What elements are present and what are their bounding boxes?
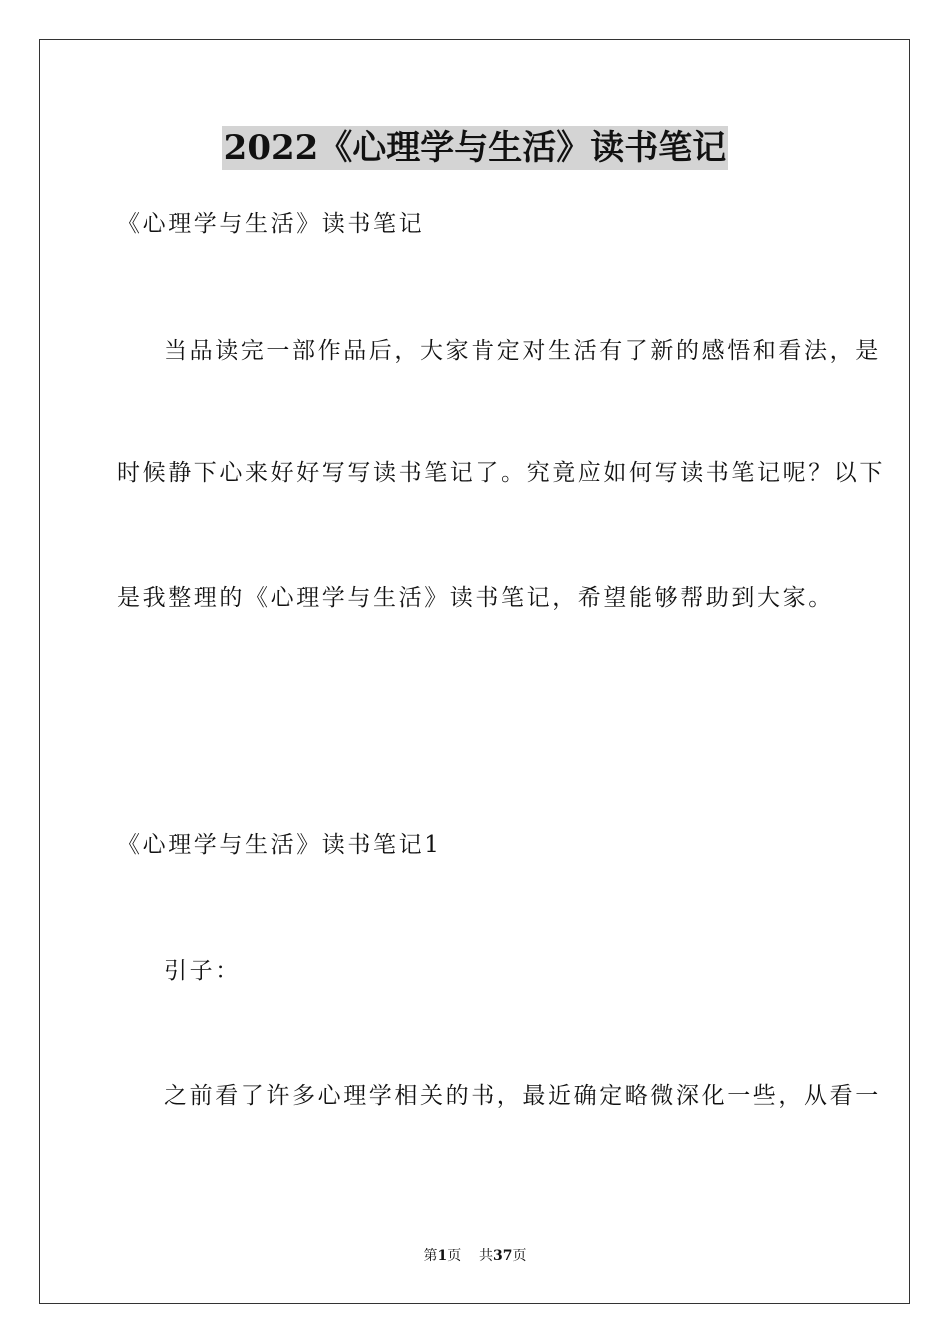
intro-line-3: 是我整理的《心理学与生活》读书笔记，希望能够帮助到大家。 bbox=[117, 585, 834, 611]
intro-line-2: 时候静下心来好好写写读书笔记了。究竟应如何写读书笔记呢？以下 bbox=[117, 460, 885, 486]
footer-page-mid: 页 共 bbox=[447, 1248, 494, 1264]
page-footer bbox=[0, 1246, 950, 1266]
section-first-line: 之前看了许多心理学相关的书，最近确定略微深化一些，从看一 bbox=[164, 1083, 881, 1109]
title-container bbox=[0, 126, 950, 170]
footer-page-total: 37 bbox=[493, 1248, 513, 1264]
document-subtitle: 《心理学与生活》读书笔记 bbox=[117, 211, 425, 237]
section-heading: 《心理学与生活》读书笔记1 bbox=[117, 832, 442, 858]
footer-page-current: 1 bbox=[437, 1248, 448, 1264]
section-label: 引子： bbox=[164, 958, 241, 984]
footer-page-suffix: 页 bbox=[512, 1248, 527, 1264]
intro-line-1: 当品读完一部作品后，大家肯定对生活有了新的感悟和看法，是 bbox=[164, 338, 881, 364]
document-title: 2022《心理学与生活》读书笔记 bbox=[223, 128, 727, 168]
footer-page-prefix: 第 bbox=[423, 1248, 438, 1264]
